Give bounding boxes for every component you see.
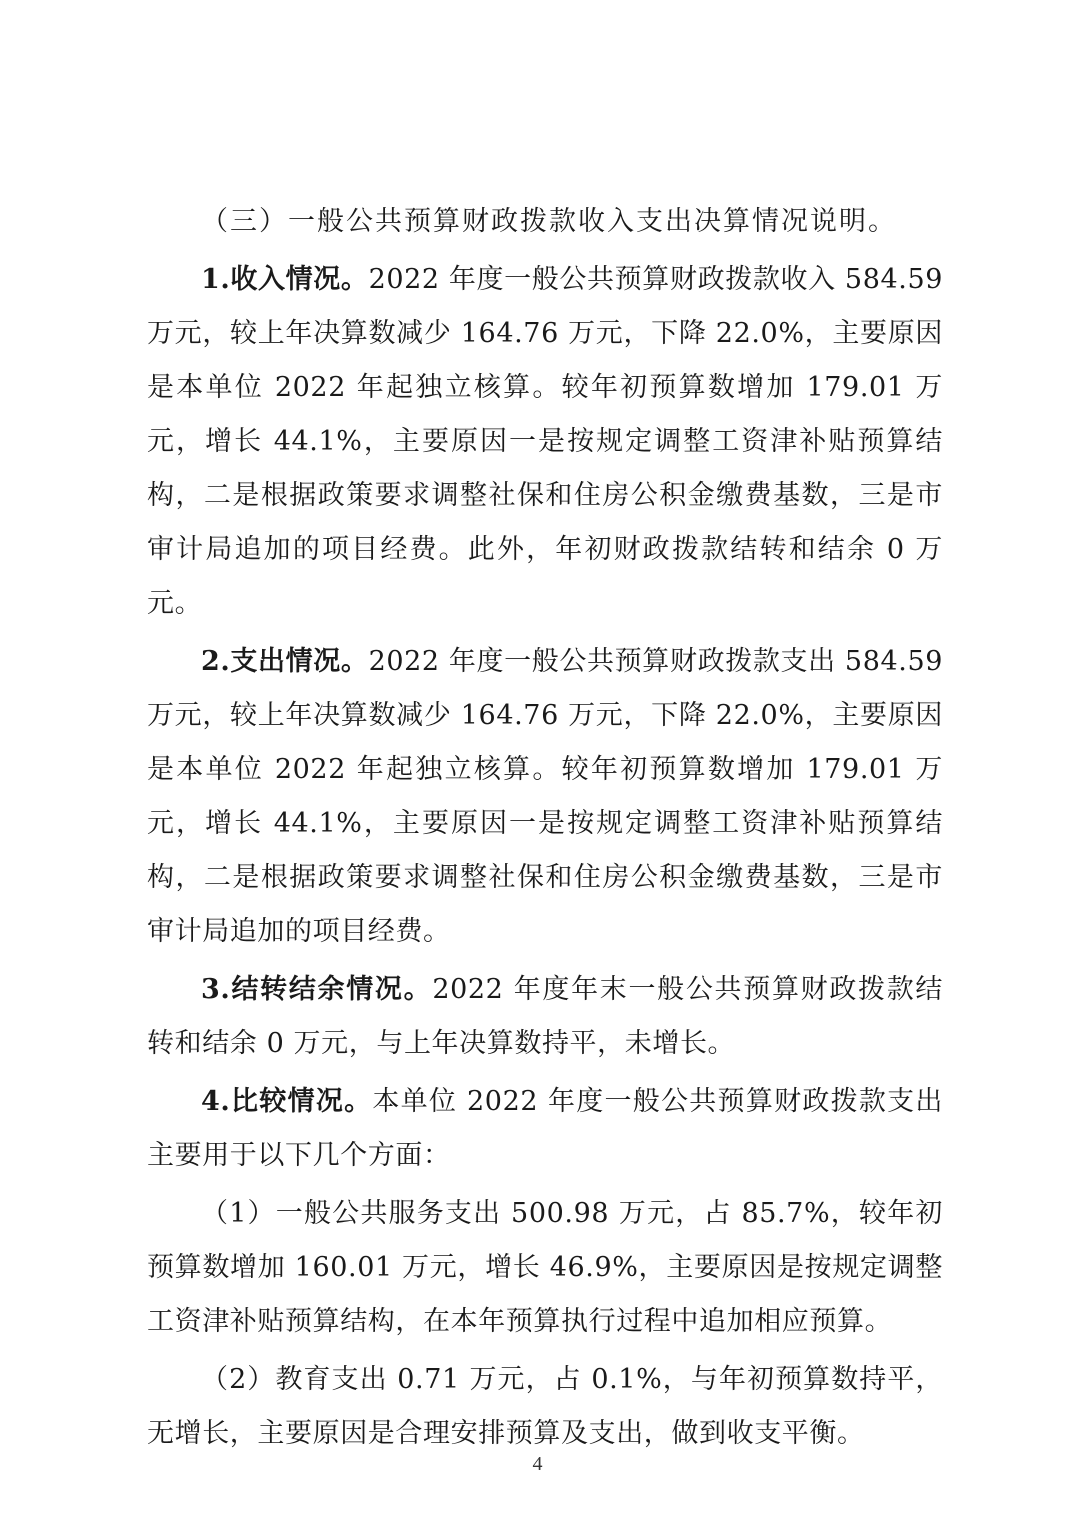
paragraph-expenditure bbox=[147, 635, 943, 959]
paragraph-text: 2022 年度年末一般公共预算财政拨款结转和结余 0 万元，与上年决算数持平，未增长。 bbox=[147, 974, 943, 1059]
page-number: 4 bbox=[532, 1453, 543, 1475]
paragraph-text: 2022 年度一般公共预算财政拨款支出 584.59 万元，较上年决算数减少 164.76 万元，下降 22.0%，主要原因是本单位 2022 年起独立核算。较年初预算数增加 179.01 万元，增长 44.1%，主要原因一是按规定调整工资津补贴预算结构，二是根据政策要求调整社保和住房公积金缴费基数，三是市审计局追加的项目经费。 bbox=[147, 646, 944, 947]
paragraph-text: 2022 年度一般公共预算财政拨款收入 584.59 万元，较上年决算数减少 164.76 万元，下降 22.0%，主要原因是本单位 2022 年起独立核算。较年初预算数增加 179.01 万元，增长 44.1%，主要原因一是按规定调整工资津补贴预算结构，二是根据政策要求调整社保和住房公积金缴费基数，三是市审计局追加的项目经费。此外，年初财政拨款结转和结余 0 万元。 bbox=[147, 264, 944, 619]
paragraph-carryover bbox=[147, 963, 943, 1071]
paragraph-lead: 2.支出情况。 bbox=[201, 646, 369, 677]
page-content bbox=[147, 195, 943, 1465]
paragraph-text: （1）一般公共服务支出 500.98 万元，占 85.7%，较年初预算数增加 160.01 万元，增长 46.9%，主要原因是按规定调整工资津补贴预算结构，在本年预算执行过程中追加相应预算。 bbox=[147, 1198, 943, 1337]
paragraph-comparison bbox=[147, 1075, 943, 1183]
paragraph-text: （2）教育支出 0.71 万元，占 0.1%，与年初预算数持平，无增长，主要原因是合理安排预算及支出，做到收支平衡。 bbox=[147, 1364, 943, 1449]
paragraph-text: 本单位 2022 年度一般公共预算财政拨款支出主要用于以下几个方面： bbox=[147, 1086, 943, 1171]
paragraph-lead: 1.收入情况。 bbox=[201, 264, 369, 295]
paragraph-lead: 4.比较情况。 bbox=[201, 1086, 373, 1117]
paragraph-education bbox=[147, 1353, 943, 1461]
paragraph-lead: 3.结转结余情况。 bbox=[201, 974, 433, 1005]
paragraph-general-public-services bbox=[147, 1187, 943, 1349]
section-heading: （三）一般公共预算财政拨款收入支出决算情况说明。 bbox=[201, 206, 897, 237]
paragraph-income bbox=[147, 253, 943, 631]
